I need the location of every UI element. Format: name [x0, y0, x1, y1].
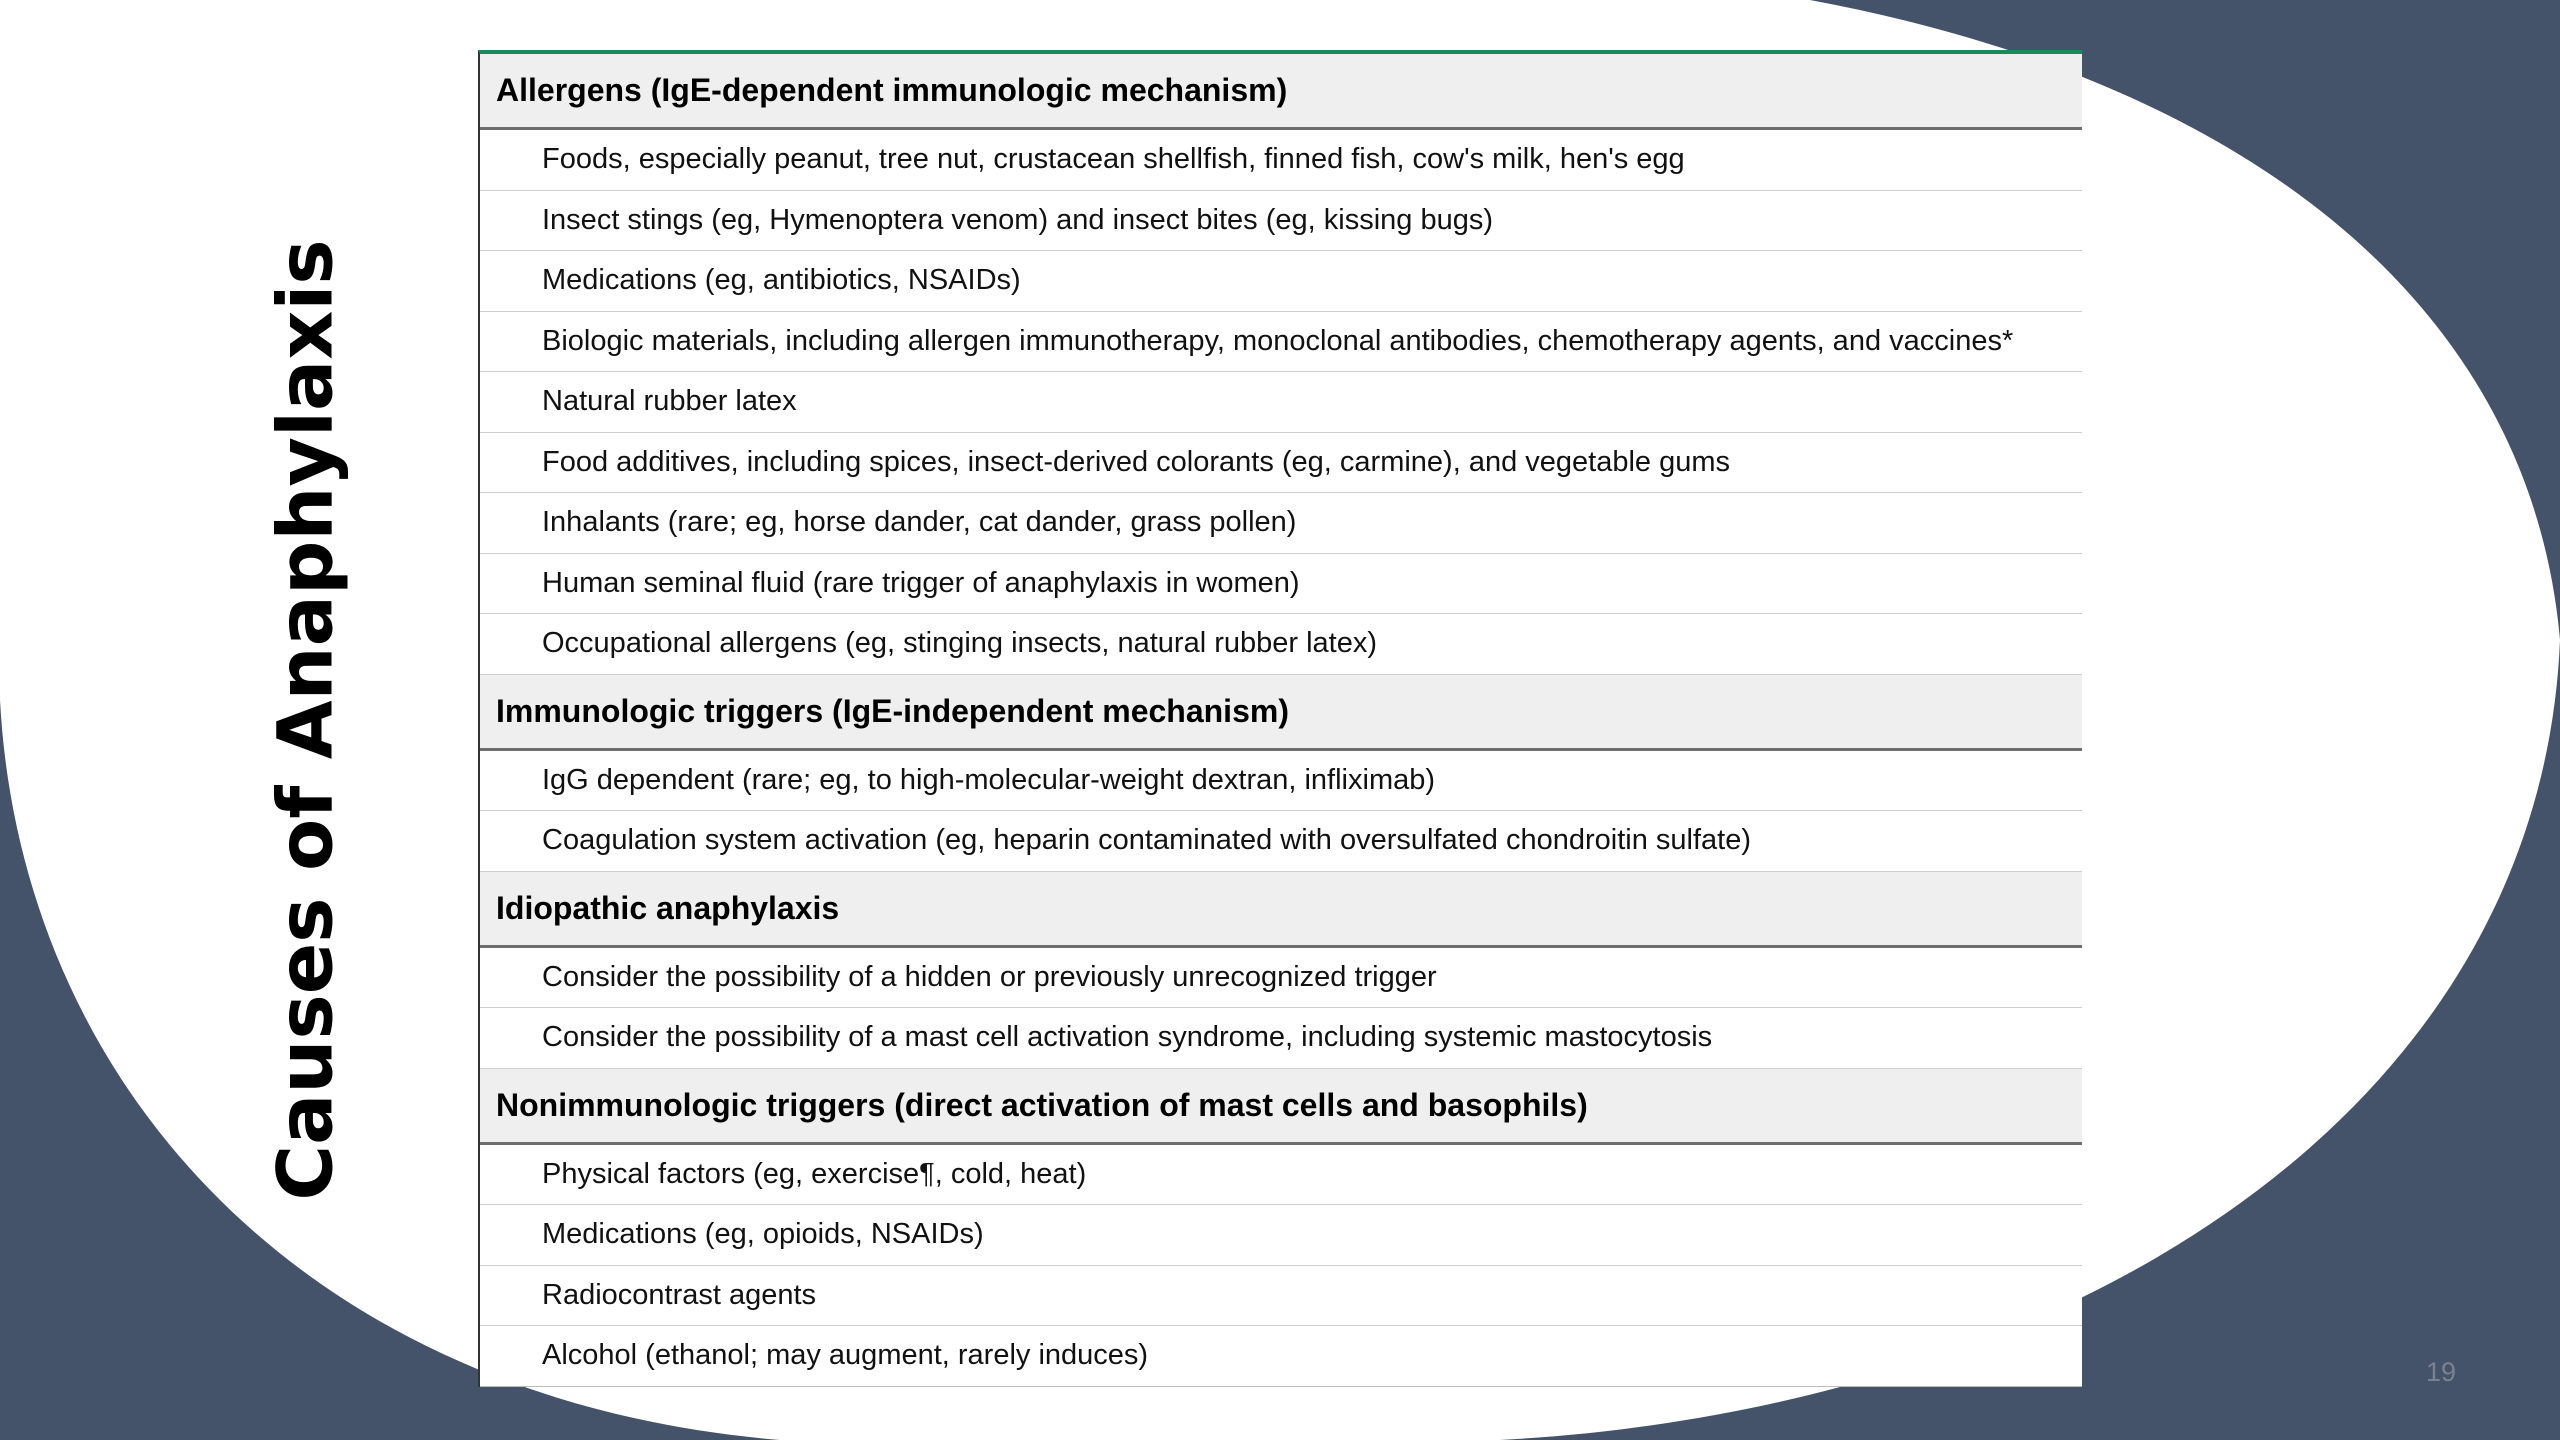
table-row: Insect stings (eg, Hymenoptera venom) and insect bites (eg, kissing bugs) [480, 191, 2082, 252]
table-row: Alcohol (ethanol; may augment, rarely induces) [480, 1326, 2082, 1387]
slide-title: Causes of Anaphylaxis [260, 239, 350, 1201]
causes-table [478, 50, 2082, 1387]
section-header-nonimmunologic-triggers: Nonimmunologic triggers (direct activation of mast cells and basophils) [480, 1069, 2082, 1145]
table-row: Biologic materials, including allergen immunotherapy, monoclonal antibodies, chemotherapy agents, and vaccines* [480, 312, 2082, 373]
page-number: 19 [2426, 1357, 2457, 1387]
table-row: Foods, especially peanut, tree nut, crustacean shellfish, finned fish, cow's milk, hen's egg [480, 130, 2082, 191]
table-row: Consider the possibility of a hidden or previously unrecognized trigger [480, 948, 2082, 1009]
table-row: Inhalants (rare; eg, horse dander, cat dander, grass pollen) [480, 493, 2082, 554]
table-row: Food additives, including spices, insect-derived colorants (eg, carmine), and vegetable gums [480, 433, 2082, 494]
table-row: Physical factors (eg, exercise¶, cold, heat) [480, 1145, 2082, 1206]
table-row: Consider the possibility of a mast cell activation syndrome, including systemic mastocytosis [480, 1008, 2082, 1069]
table-row: Natural rubber latex [480, 372, 2082, 433]
table-row: IgG dependent (rare; eg, to high-molecular-weight dextran, infliximab) [480, 751, 2082, 812]
table-row: Human seminal fluid (rare trigger of anaphylaxis in women) [480, 554, 2082, 615]
slide-title-container [261, 239, 350, 1200]
table-row: Coagulation system activation (eg, heparin contaminated with oversulfated chondroitin sulfate) [480, 811, 2082, 872]
section-header-allergens: Allergens (IgE-dependent immunologic mechanism) [480, 54, 2082, 130]
table-row: Radiocontrast agents [480, 1266, 2082, 1327]
section-header-immunologic-triggers: Immunologic triggers (IgE-independent mechanism) [480, 675, 2082, 751]
table-row: Medications (eg, antibiotics, NSAIDs) [480, 251, 2082, 312]
table-row: Medications (eg, opioids, NSAIDs) [480, 1205, 2082, 1266]
section-header-idiopathic: Idiopathic anaphylaxis [480, 872, 2082, 948]
table-row: Occupational allergens (eg, stinging insects, natural rubber latex) [480, 614, 2082, 675]
